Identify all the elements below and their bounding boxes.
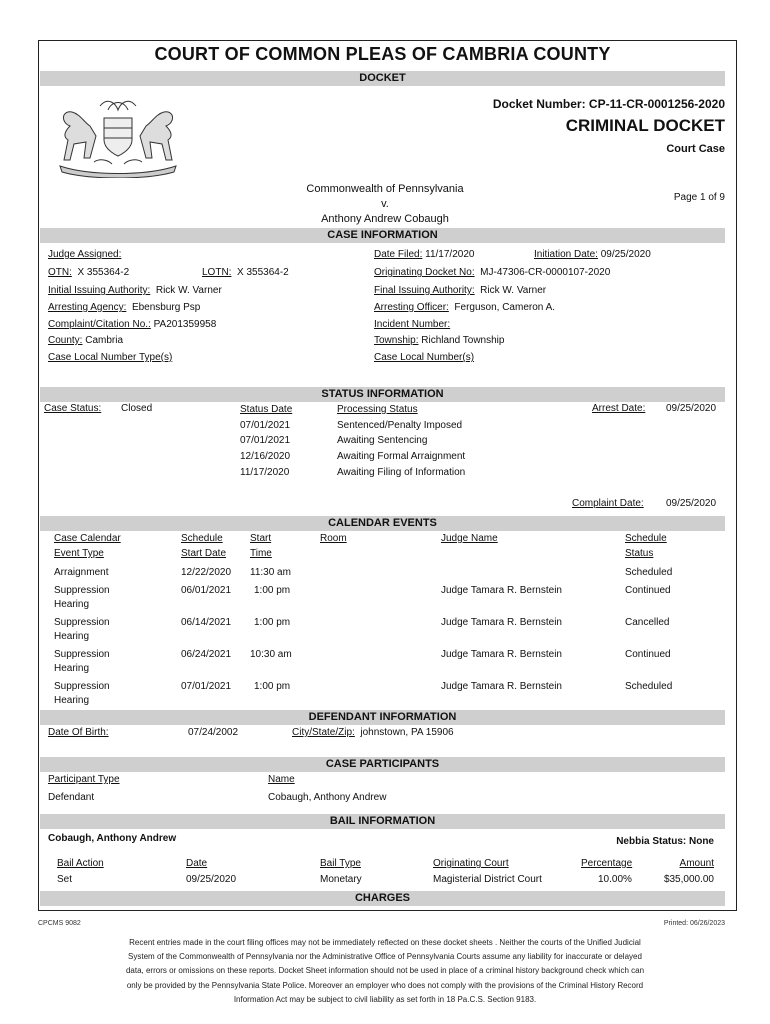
cal-row-date: 06/14/2021 <box>181 617 232 628</box>
bail-amount-header: Amount <box>679 858 714 869</box>
case-status-field <box>44 403 101 414</box>
cal-row-time: 1:00 pm <box>254 585 291 596</box>
cal-row-type: Suppression <box>54 649 110 660</box>
cal-row-status: Continued <box>625 585 671 596</box>
processing-status-header: Processing Status <box>337 404 418 415</box>
cal-row-type: Arraignment <box>54 567 109 578</box>
initiation-date-field <box>534 249 651 260</box>
bail-percentage-header: Percentage <box>581 858 633 869</box>
cal-header-start: Time <box>250 548 272 559</box>
initial-issuing-field <box>48 285 222 296</box>
case-caption <box>260 182 510 227</box>
bail-type-header: Bail Type <box>320 858 361 869</box>
disclaimer <box>80 936 690 1007</box>
township-label: Township: <box>374 335 419 346</box>
cal-header-schedule: Start Date <box>181 548 227 559</box>
case-information-bar: CASE INFORMATION <box>40 228 725 243</box>
cal-row-type: Suppression <box>54 585 110 596</box>
cal-row-judge: Judge Tamara R. Bernstein <box>441 681 562 692</box>
case-local-number-label: Case Local Number(s) <box>374 352 475 363</box>
lotn-value: X 355364-2 <box>237 267 289 278</box>
defendant-information-bar: DEFENDANT INFORMATION <box>40 710 725 725</box>
lotn-label: LOTN: <box>202 267 232 278</box>
status-date-header: Status Date <box>240 404 293 415</box>
bail-action-header: Bail Action <box>57 858 104 869</box>
status-row-status: Awaiting Formal Arraignment <box>337 451 466 462</box>
case-status-value: Closed <box>121 403 153 414</box>
status-row-date: 07/01/2021 <box>240 435 291 446</box>
cal-header-type: Event Type <box>54 548 104 559</box>
pennsylvania-seal-icon <box>50 96 186 178</box>
cal-row-status: Continued <box>625 649 671 660</box>
date-filed-value: 11/17/2020 <box>425 249 475 260</box>
initial-issuing-value: Rick W. Varner <box>155 285 222 296</box>
charges-bar: CHARGES <box>40 891 725 906</box>
arresting-agency-field <box>48 302 200 313</box>
final-issuing-label: Final Issuing Authority: <box>374 285 475 296</box>
initiation-date-value: 09/25/2020 <box>600 249 651 260</box>
county-value: Cambria <box>85 335 124 346</box>
dob-value: 07/24/2002 <box>188 727 239 738</box>
case-status-label: Case Status: <box>44 403 102 414</box>
calendar-events-bar: CALENDAR EVENTS <box>40 516 725 531</box>
bail-person: Cobaugh, Anthony Andrew <box>48 833 177 844</box>
bail-amount: $35,000.00 <box>663 874 714 885</box>
arresting-officer-value: Ferguson, Cameron A. <box>454 302 556 313</box>
cal-row-type-2: Hearing <box>54 663 90 674</box>
status-information-bar: STATUS INFORMATION <box>40 387 725 402</box>
disclaimer-line: only be provided by the Pennsylvania State Police. Moreover an employer who does not comply with the provisions of the Criminal History Record <box>126 980 644 990</box>
incident-number-label: Incident Number: <box>374 319 451 330</box>
caption-defendant: Anthony Andrew Cobaugh <box>321 213 449 225</box>
cal-header-start: Start <box>250 533 272 544</box>
bail-court: Magisterial District Court <box>433 874 542 885</box>
county-label: County: <box>48 335 83 346</box>
city-state-zip-value: johnstown, PA 15906 <box>360 727 454 738</box>
originating-docket-value: MJ-47306-CR-0000107-2020 <box>480 267 611 278</box>
nebbia-status: Nebbia Status: None <box>616 836 714 847</box>
court-title: COURT OF COMMON PLEAS OF CAMBRIA COUNTY <box>154 44 611 64</box>
case-local-type-label: Case Local Number Type(s) <box>48 352 173 363</box>
cal-row-date: 07/01/2021 <box>181 681 232 692</box>
form-id: CPCMS 9082 <box>38 920 81 927</box>
date-filed-field <box>374 249 474 260</box>
participant-type-header: Participant Type <box>48 774 120 785</box>
otn-field <box>48 267 129 278</box>
bail-date: 09/25/2020 <box>186 874 237 885</box>
bail-type: Monetary <box>320 874 362 885</box>
participant-type: Defendant <box>48 792 95 803</box>
caption-versus: v. <box>381 198 389 210</box>
city-state-zip-label: City/State/Zip: <box>292 727 355 738</box>
cal-header-judge: Judge Name <box>441 533 498 544</box>
docket-bar: DOCKET <box>40 71 725 86</box>
complaint-field <box>48 319 216 330</box>
final-issuing-field <box>374 285 546 296</box>
case-participants-bar: CASE PARTICIPANTS <box>40 757 725 772</box>
disclaimer-line: data, errors or omissions on these reports. Docket Sheet information should not be used in place of a criminal history background check which can <box>125 966 645 976</box>
docket-number: Docket Number: CP-11-CR-0001256-2020 <box>492 97 725 111</box>
cal-header-schedule: Schedule <box>181 533 223 544</box>
arresting-officer-label: Arresting Officer: <box>374 302 449 313</box>
date-filed-label: Date Filed: <box>374 249 423 260</box>
participant-name: Cobaugh, Anthony Andrew <box>268 792 387 803</box>
cal-row-time: 1:00 pm <box>254 681 291 692</box>
disclaimer-line: System of the Commonwealth of Pennsylvania nor the Administrative Office of Pennsylvania Courts assume any liability for inaccurate or delayed <box>128 952 642 962</box>
cal-row-type-2: Hearing <box>54 695 90 706</box>
cal-row-status: Scheduled <box>625 681 673 692</box>
arrest-date-value: 09/25/2020 <box>666 403 717 414</box>
bail-percentage: 10.00% <box>598 874 632 885</box>
judge-assigned-label: Judge Assigned: <box>48 249 122 260</box>
cal-header-status: Status <box>625 548 654 559</box>
city-state-zip-field <box>292 727 454 738</box>
arresting-agency-value: Ebensburg Psp <box>131 302 201 313</box>
cal-row-date: 06/01/2021 <box>181 585 232 596</box>
cal-row-time: 11:30 am <box>250 567 291 578</box>
final-issuing-value: Rick W. Varner <box>480 285 547 296</box>
disclaimer-line: Recent entries made in the court filing offices may not be immediately reflected on these docket sheets . Neither the courts of the Unified Judicial <box>129 938 641 947</box>
status-row-date: 11/17/2020 <box>240 467 290 478</box>
cal-row-date: 06/24/2021 <box>181 649 232 660</box>
status-row-status: Sentenced/Penalty Imposed <box>337 420 463 431</box>
status-row-status: Awaiting Filing of Information <box>337 467 466 478</box>
originating-docket-label: Originating Docket No: <box>374 267 475 278</box>
status-row-date: 12/16/2020 <box>240 451 291 462</box>
caption-plaintiff: Commonwealth of Pennsylvania <box>306 183 464 195</box>
printed-date: Printed: 06/26/2023 <box>663 920 725 927</box>
status-row-date: 07/01/2021 <box>240 420 291 431</box>
court-case-label: Court Case <box>666 143 725 155</box>
cal-header-status: Schedule <box>625 533 667 544</box>
complaint-date-label: Complaint Date: <box>572 498 644 509</box>
bail-court-header: Originating Court <box>433 858 509 869</box>
dob-label: Date Of Birth: <box>48 727 109 738</box>
cal-row-type: Suppression <box>54 681 110 692</box>
complaint-value: PA201359958 <box>153 319 217 330</box>
participant-name-header: Name <box>268 774 295 785</box>
cal-header-type: Case Calendar <box>54 533 121 544</box>
arresting-agency-label: Arresting Agency: <box>48 302 127 313</box>
cal-row-judge: Judge Tamara R. Bernstein <box>441 617 562 628</box>
status-row-status: Awaiting Sentencing <box>337 435 428 446</box>
originating-docket-field <box>374 267 610 278</box>
cal-row-date: 12/22/2020 <box>181 567 232 578</box>
cal-row-type: Suppression <box>54 617 110 628</box>
page-number: Page 1 of 9 <box>673 192 725 203</box>
lotn-field <box>202 267 289 278</box>
township-field <box>374 335 504 346</box>
otn-label: OTN: <box>48 267 72 278</box>
cal-row-type-2: Hearing <box>54 599 90 610</box>
cal-row-judge: Judge Tamara R. Bernstein <box>441 585 562 596</box>
cal-row-time: 1:00 pm <box>254 617 291 628</box>
complaint-date-value: 09/25/2020 <box>666 498 717 509</box>
county-field <box>48 335 123 346</box>
disclaimer-line: Information Act may be subject to civil liability as set forth in 18 Pa.C.S. Section 9183. <box>233 994 537 1004</box>
cal-header-room: Room <box>320 533 347 544</box>
arresting-officer-field <box>374 302 555 313</box>
complaint-label: Complaint/Citation No.: <box>48 319 151 330</box>
initiation-date-label: Initiation Date: <box>534 249 598 260</box>
bail-date-header: Date <box>186 858 208 869</box>
township-value: Richland Township <box>421 335 505 346</box>
initial-issuing-label: Initial Issuing Authority: <box>48 285 151 296</box>
cal-row-judge: Judge Tamara R. Bernstein <box>441 649 562 660</box>
cal-row-type-2: Hearing <box>54 631 90 642</box>
cal-row-time: 10:30 am <box>250 649 292 660</box>
cal-row-status: Scheduled <box>625 567 673 578</box>
cal-row-status: Cancelled <box>625 617 670 628</box>
otn-value: X 355364-2 <box>77 267 130 278</box>
bail-action: Set <box>57 874 73 885</box>
arrest-date-label: Arrest Date: <box>592 403 646 414</box>
bail-information-bar: BAIL INFORMATION <box>40 814 725 829</box>
docket-type: CRIMINAL DOCKET <box>565 116 725 135</box>
